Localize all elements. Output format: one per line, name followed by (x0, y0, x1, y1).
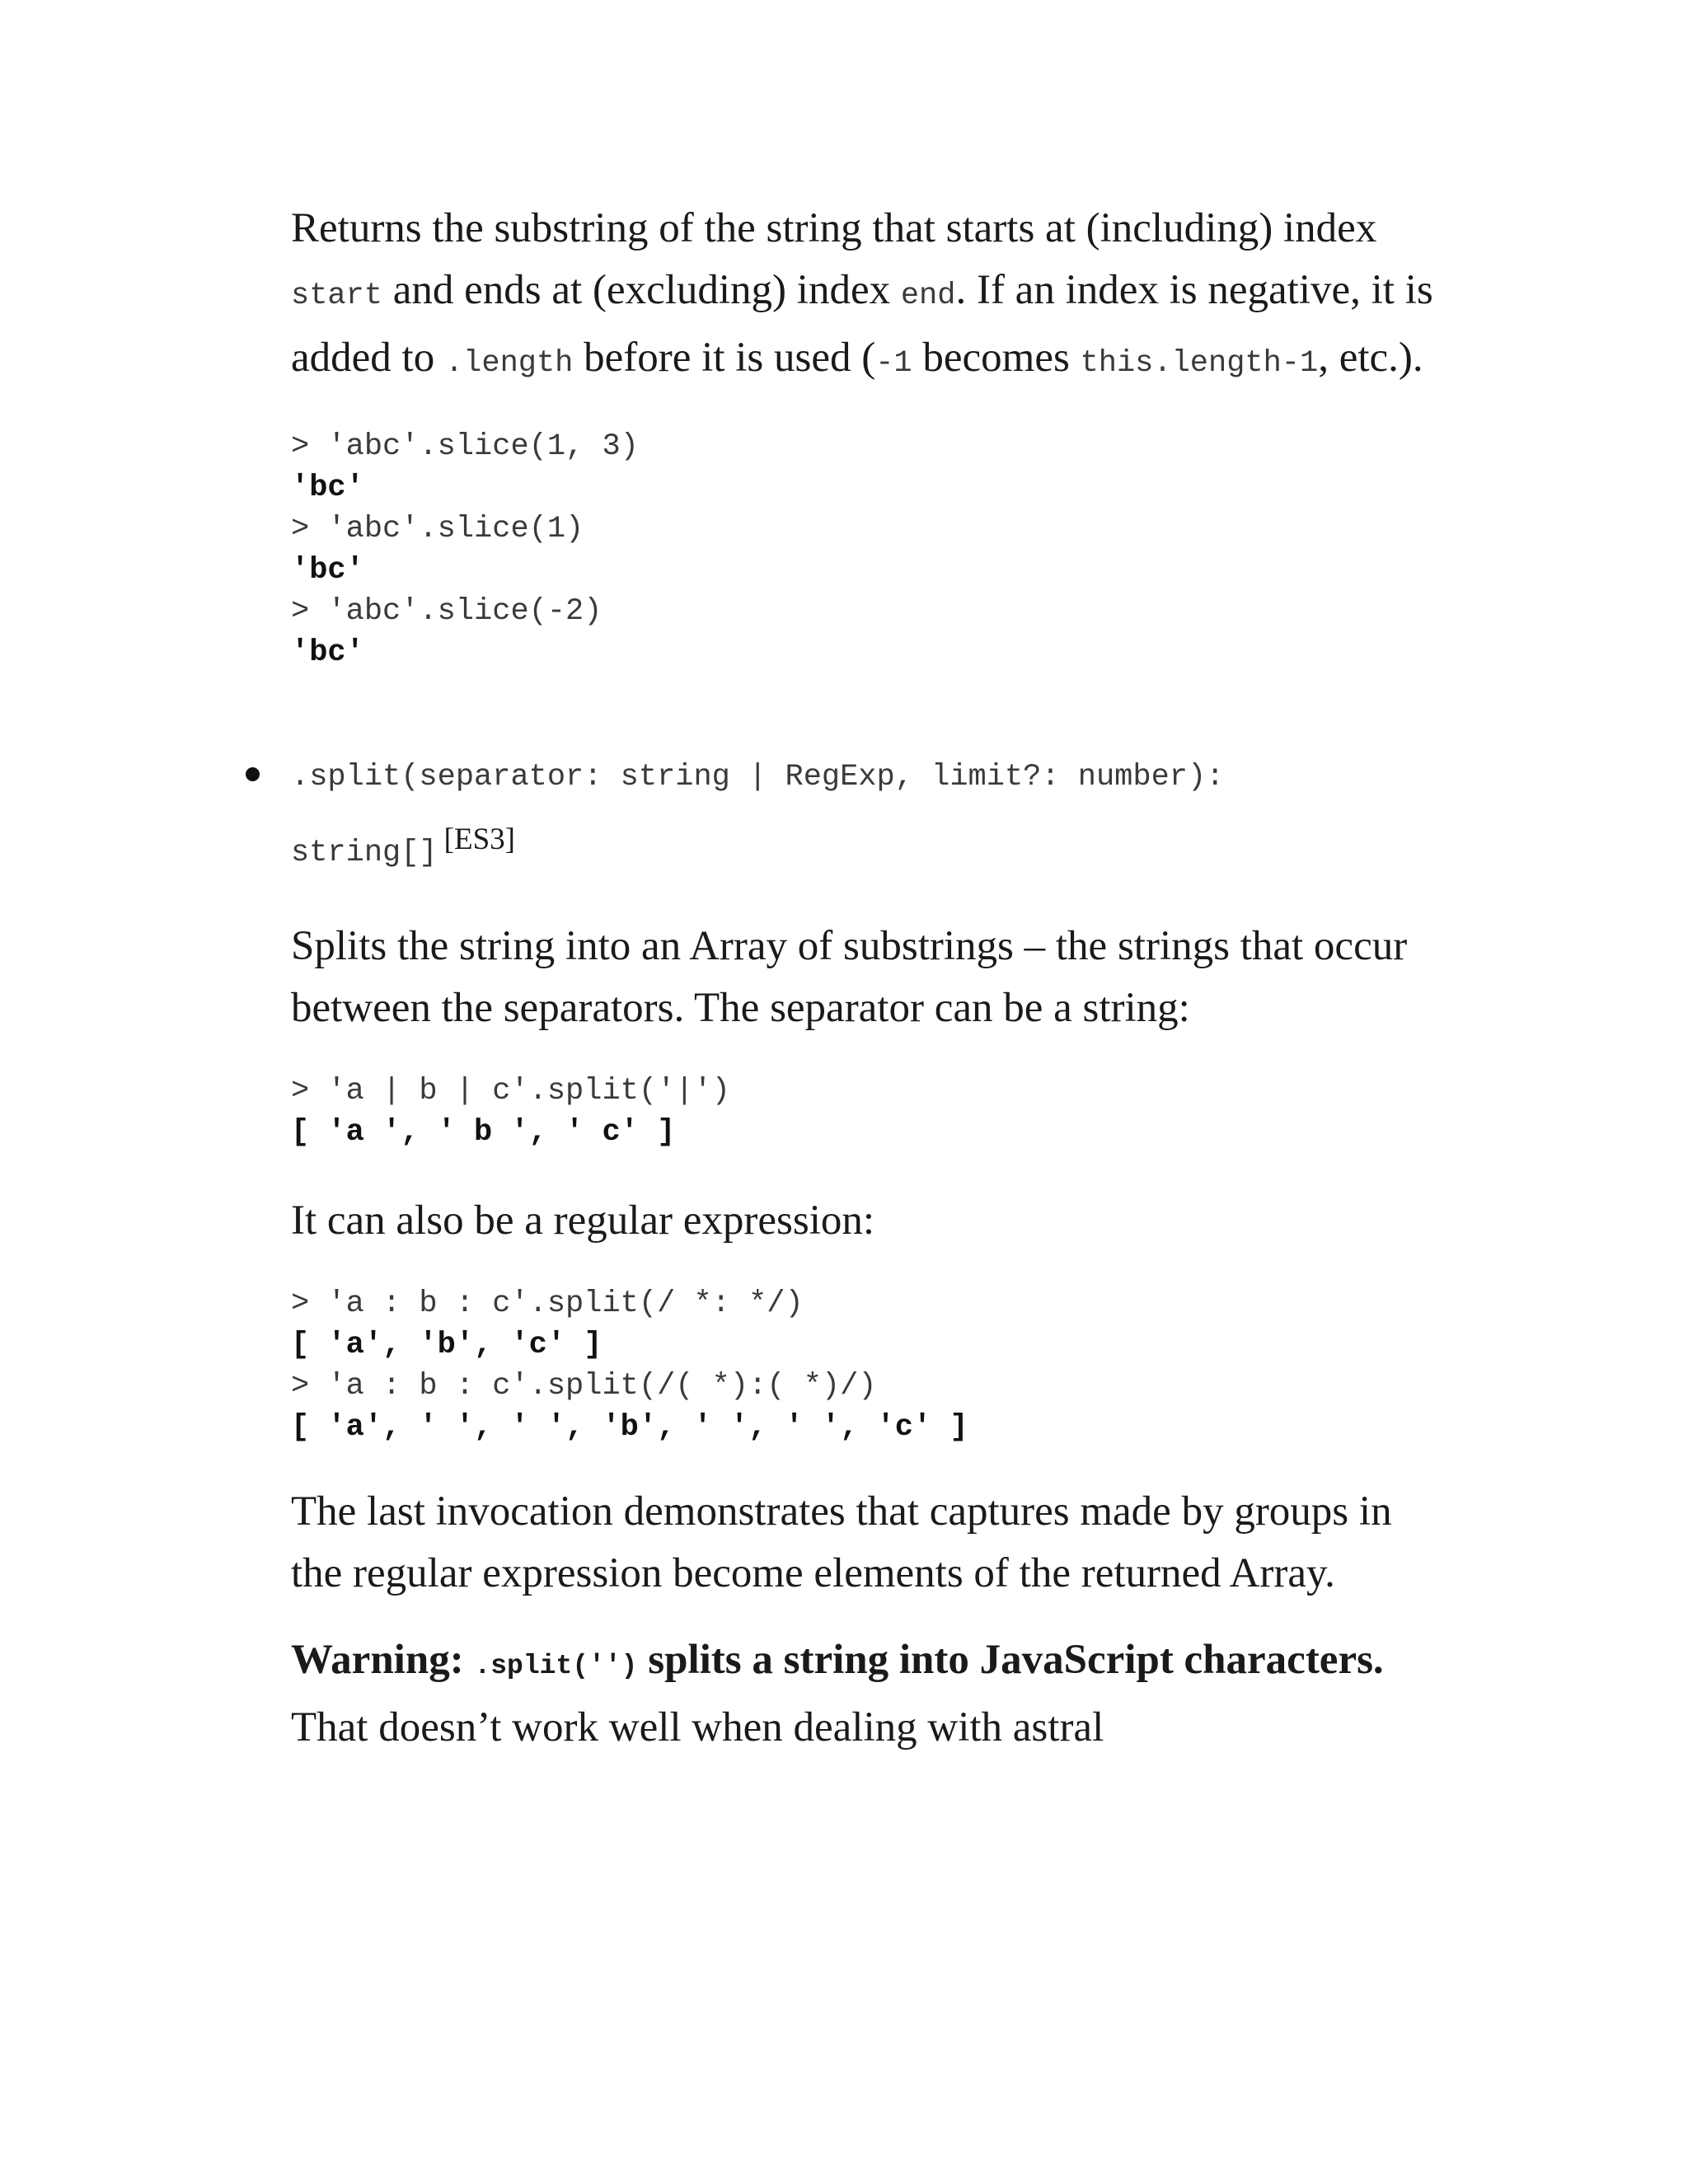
inline-code-minus-one: -1 (875, 346, 912, 381)
slice-examples (291, 426, 1445, 673)
split-regex-examples (291, 1283, 1445, 1448)
slice-description (291, 198, 1445, 395)
warning-inline-code: .split('') (474, 1651, 638, 1681)
inline-code-start: start (291, 279, 383, 313)
page-content (291, 198, 1445, 1759)
repl-input: > 'abc'.slice(-2) (291, 594, 603, 629)
repl-output: [ 'a ', ' b ', ' c' ] (291, 1115, 676, 1150)
warning-bold-text: splits a string into JavaScript characters. (637, 1637, 1384, 1683)
repl-output: 'bc' (291, 635, 364, 670)
repl-output: [ 'a', ' ', ' ', 'b', ' ', ' ', 'c' ] (291, 1410, 968, 1445)
repl-output: 'bc' (291, 471, 364, 505)
regex-intro: It can also be a regular expression: (291, 1197, 875, 1244)
warning-text: That doesn’t work well when dealing with astral (291, 1704, 1104, 1750)
warning-label: Warning: (291, 1637, 475, 1683)
text-span: and ends at (excluding) index (382, 267, 901, 313)
repl-input: > 'abc'.slice(1) (291, 512, 584, 546)
warning-paragraph (291, 1629, 1445, 1759)
split-signature-item (291, 741, 1362, 884)
bullet-icon (246, 767, 260, 781)
repl-input: > 'abc'.slice(1, 3) (291, 429, 639, 464)
text-span: , etc.). (1318, 335, 1423, 381)
text-span: . If an index is negative, it is added to (291, 267, 1433, 381)
text-span: becomes (912, 335, 1081, 381)
repl-input: > 'a : b : c'.split(/ *: */) (291, 1286, 804, 1321)
inline-code-this-length: this.length-1 (1080, 346, 1319, 381)
es-version-tag: [ES3] (443, 823, 515, 856)
text-span: before it is used ( (573, 335, 876, 381)
inline-code-end: end (900, 279, 956, 313)
repl-input: > 'a | b | c'.split('|') (291, 1074, 730, 1108)
text-span: Returns the substring of the string that starts at (including) index (291, 205, 1377, 251)
split-string-example (291, 1071, 1445, 1153)
inline-code-length: .length (444, 346, 574, 381)
repl-input: > 'a : b : c'.split(/( *):( *)/) (291, 1369, 877, 1404)
repl-output: [ 'a', 'b', 'c' ] (291, 1328, 603, 1362)
split-description: Splits the string into an Array of substrings – the strings that occur between the separators. The separator can be a string: (291, 923, 1408, 1031)
split-signature-code: .split(separator: string | RegExp, limit?: number): string[] (291, 760, 1225, 870)
captures-note: The last invocation demonstrates that captures made by groups in the regular expression become elements of the returned Array. (291, 1488, 1392, 1596)
repl-output: 'bc' (291, 553, 364, 588)
